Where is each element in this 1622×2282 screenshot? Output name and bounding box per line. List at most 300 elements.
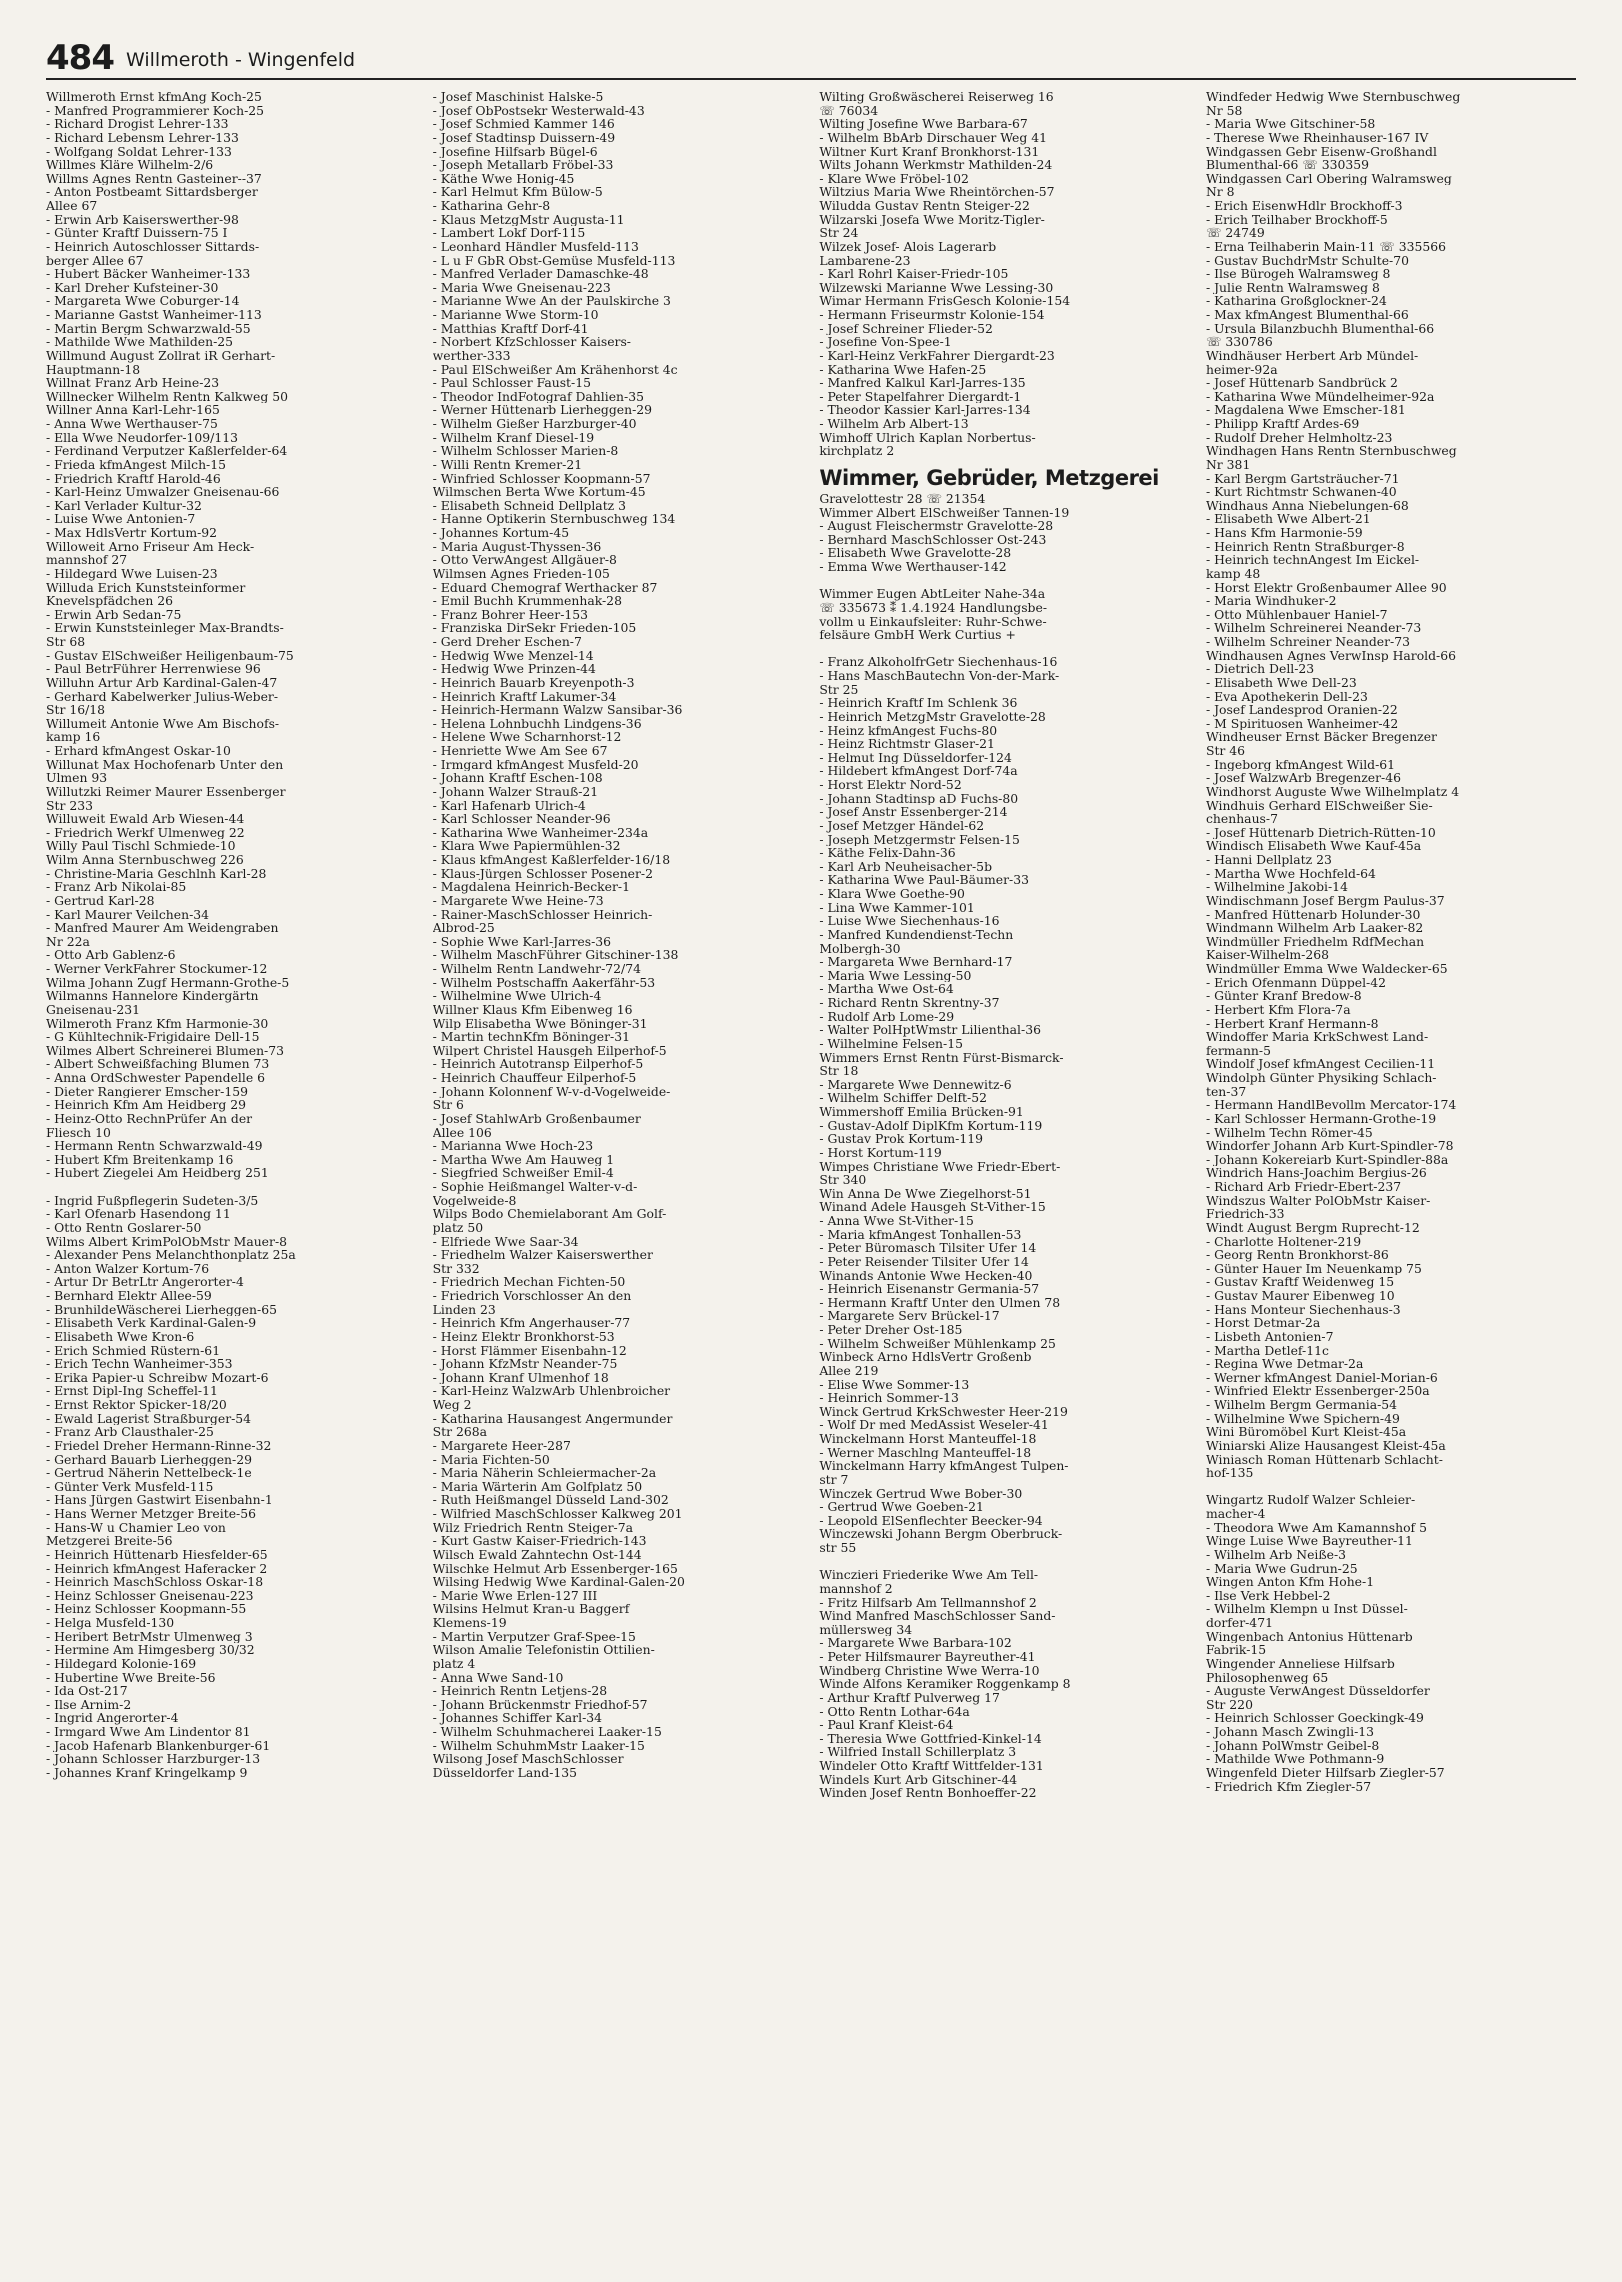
- directory-entry-line: - Eduard Chemograf Werthacker 87: [432, 580, 658, 595]
- directory-entry-line: Willner Klaus Kfm Eibenweg 16: [432, 1002, 633, 1017]
- directory-entry-line: - Horst Detmar-2a: [1205, 1316, 1321, 1330]
- directory-entry-line: - Peter Büromasch Tilsiter Ufer 14: [819, 1241, 1037, 1255]
- directory-entry-line: Willunat Max Hochofenarb Unter den: [46, 757, 284, 772]
- directory-entry-line: - Ruth Heißmangel Düsseld Land-302: [432, 1493, 669, 1507]
- directory-entry-line: - Marie Wwe Erlen-127 III: [432, 1588, 598, 1603]
- directory-entry-line: - Klaus-Jürgen Schlosser Posener-2: [432, 866, 654, 881]
- directory-entry-line: - Johannes Kortum-45: [432, 526, 570, 540]
- directory-entry-line: - Heinrich MaschSchloss Oskar-18: [46, 1575, 264, 1589]
- directory-entry-line: Windberg Christine Wwe Werra-10: [819, 1663, 1040, 1678]
- directory-entry-line: - Hermann Kraftf Unter den Ulmen 78: [819, 1295, 1061, 1310]
- directory-entry-line: Winands Antonie Wwe Hecken-40: [819, 1268, 1033, 1283]
- directory-entry-line: - Magdalena Heinrich-Becker-1: [432, 880, 630, 894]
- directory-entry-line: platz 50: [432, 1220, 484, 1235]
- directory-entry-line: Winckelmann Harry kfmAngest Tulpen-: [819, 1459, 1069, 1473]
- directory-entry-line: Windszus Walter PolObMstr Kaiser-: [1205, 1193, 1431, 1208]
- directory-entry-line: - Elisabeth Wwe Kron-6: [46, 1329, 195, 1344]
- directory-entry-line: - Theodor Kassier Karl-Jarres-134: [819, 403, 1031, 417]
- directory-entry-line: - Hans MaschBautechn Von-der-Mark-: [819, 669, 1060, 683]
- directory-entry-line: - Erich Teilhaber Brockhoff-5: [1205, 212, 1388, 227]
- directory-entry-line: - Bernhard MaschSchlosser Ost-243: [819, 532, 1047, 547]
- directory-entry-line: Windheuser Ernst Bäcker Bregenzer: [1205, 730, 1437, 744]
- directory-entry-line: - Peter Reisender Tilsiter Ufer 14: [819, 1254, 1029, 1269]
- directory-entry-line: - Manfred Programmierer Koch-25: [46, 103, 265, 118]
- directory-entry-line: - Anton Postbeamt Sittardsberger: [46, 185, 258, 199]
- directory-entry-line: - Hans Jürgen Gastwirt Eisenbahn-1: [46, 1493, 273, 1507]
- directory-entry-line: - Elfriede Wwe Saar-34: [432, 1234, 579, 1249]
- directory-entry-line: - Julie Rentn Walramsweg 8: [1205, 280, 1380, 295]
- directory-entry-line: Wilting Großwäscherei Reiserweg 16: [819, 90, 1054, 104]
- directory-entry-line: - Katharina Großglockner-24: [1205, 294, 1387, 308]
- directory-entry-line: - Mathilde Wwe Pothmann-9: [1205, 1752, 1385, 1766]
- directory-entry-line: dorfer-471: [1205, 1616, 1273, 1630]
- directory-entry-line: Knevelspfädchen 26: [46, 594, 173, 608]
- directory-entry-line: - Gertrud Wwe Goeben-21: [819, 1500, 984, 1514]
- directory-entry-line: - Heinz-Otto RechnPrüfer An der: [46, 1111, 253, 1126]
- directory-entry-line: - Maria kfmAngest Tonhallen-53: [819, 1227, 1022, 1242]
- directory-entry-line: - Maria Wwe Gudrun-25: [1205, 1561, 1358, 1576]
- directory-entry-line: - Wilhelm Schreinerei Neander-73: [1205, 621, 1422, 635]
- directory-entry-line: - Ilse Verk Hebbel-2: [1205, 1588, 1331, 1603]
- directory-entry-line: - Wilfried MaschSchlosser Kalkweg 201: [432, 1507, 683, 1521]
- directory-entry-line: - Karl-Heinz Umwalzer Gneisenau-66: [46, 485, 280, 499]
- directory-entry-line: - Helena Lohnbuchh Lindgens-36: [432, 716, 642, 731]
- directory-entry-line: macher-4: [1205, 1507, 1266, 1521]
- directory-entry-line: - Heinrich Kraftf Im Schlenk 36: [819, 696, 1018, 710]
- directory-entry-line: - Friedrich Werkf Ulmenweg 22: [46, 825, 245, 840]
- directory-entry-line: - Katharina Wwe Mündelheimer-92a: [1205, 389, 1435, 404]
- directory-entry-line: - Wilhelm Rentn Landwehr-72/74: [432, 962, 641, 976]
- directory-entry-line: - Ida Ost-217: [46, 1684, 128, 1698]
- directory-entry-line: - Dietrich Dell-23: [1205, 662, 1315, 676]
- directory-entry-line: ten-37: [1205, 1084, 1247, 1099]
- directory-entry-line: - Heinrich Eisenanstr Germania-57: [819, 1282, 1040, 1296]
- directory-entry-line: Wilzek Josef- Alois Lagerarb: [819, 239, 997, 254]
- directory-entry-line: - Hermine Am Himgesberg 30/32: [46, 1643, 255, 1657]
- page-header: [46, 34, 1576, 80]
- directory-entry-line: Windhaus Anna Niebelungen-68: [1205, 498, 1409, 513]
- directory-entry-line: Ulmen 93: [46, 771, 108, 785]
- directory-entry-line: - Werner kfmAngest Daniel-Morian-6: [1205, 1370, 1438, 1385]
- directory-entry-line: - Franz Arb Clausthaler-25: [46, 1425, 214, 1439]
- directory-entry-line: - Margarete Wwe Dennewitz-6: [819, 1077, 1012, 1092]
- directory-entry-line: - Otto Arb Gablenz-6: [46, 948, 176, 962]
- directory-entry-line: Willuhn Artur Arb Kardinal-Galen-47: [46, 675, 278, 690]
- directory-entry-line: - Anna Wwe Werthauser-75: [46, 417, 218, 431]
- directory-entry-line: - Johann Brückenmstr Friedhof-57: [432, 1697, 648, 1712]
- directory-entry-line: - Käthe Felix-Dahn-36: [819, 846, 956, 860]
- directory-entry-line: - Margarete Serv Brückel-17: [819, 1309, 1000, 1323]
- directory-entry-line: - Günter Kraftf Duissern-75 I: [46, 226, 228, 240]
- directory-entry-line: - Ella Wwe Neudorfer-109/113: [46, 430, 239, 445]
- directory-entry-line: vollm u Einkaufsleiter: Ruhr-Schwe-: [819, 614, 1047, 629]
- directory-entry-line: - Karl Dreher Kufsteiner-30: [46, 280, 219, 295]
- directory-entry-line: - Maria Wwe Gneisenau-223: [432, 280, 611, 295]
- directory-entry-line: - Karl-Heinz VerkFahrer Diergardt-23: [819, 348, 1055, 363]
- directory-entry-line: Wilmanns Hannelore Kindergärtn: [46, 989, 259, 1003]
- directory-entry-line: - Siegfried Schweißer Emil-4: [432, 1166, 614, 1180]
- directory-entry-line: - Josef Hüttenarb Sandbrück 2: [1205, 376, 1398, 390]
- directory-entry-line: - Wilhelm Techn Römer-45: [1205, 1125, 1373, 1140]
- directory-entry-line: - Wilhelm Schiffer Delft-52: [819, 1091, 987, 1105]
- directory-entry-line: Windmüller Friedhelm RdfMechan: [1205, 934, 1425, 949]
- directory-entry-line: - Hans Werner Metzger Breite-56: [46, 1507, 256, 1521]
- directory-entry-line: - Erna Teilhaberin Main-11 ☏ 335566: [1205, 239, 1447, 254]
- directory-entry-line: - Johann Kokereiarb Kurt-Spindler-88a: [1205, 1152, 1449, 1167]
- directory-entry-line: Allee 106: [432, 1125, 492, 1140]
- directory-entry-line: - Anton Walzer Kortum-76: [46, 1261, 210, 1276]
- directory-entry-line: - Georg Rentn Bronkhorst-86: [1205, 1248, 1389, 1262]
- directory-entry-line: - Friedhelm Walzer Kaiserswerther: [432, 1248, 653, 1262]
- directory-entry-line: Allee 67: [46, 199, 98, 213]
- directory-entry-line: - Josef Stadtinsp Duissern-49: [432, 130, 616, 145]
- directory-entry-line: - Katharina Gehr-8: [432, 199, 551, 213]
- directory-entry-line: [46, 1180, 416, 1194]
- directory-entry-line: - Christine-Maria Geschlnh Karl-28: [46, 866, 267, 881]
- directory-entry-line: - Arthur Kraftf Pulverweg 17: [819, 1690, 1000, 1705]
- directory-entry-line: - Heinrich Rentn Straßburger-8: [1205, 539, 1405, 554]
- directory-entry-line: - Josef Landesprod Oranien-22: [1205, 703, 1398, 717]
- directory-entry-line: Windrich Hans-Joachim Bergius-26: [1205, 1166, 1427, 1180]
- directory-entry-line: - Ferdinand Verputzer Kaßlerfelder-64: [46, 444, 288, 458]
- directory-entry-line: - Jacob Hafenarb Blankenburger-61: [46, 1738, 271, 1753]
- directory-entry-line: - Winfried Elektr Essenberger-250a: [1205, 1384, 1430, 1398]
- directory-entry-line: - Heinrich Kraftf Lakumer-34: [432, 689, 617, 704]
- column-4: [1206, 90, 1576, 2270]
- directory-entry-line: Gravelottestr 28 ☏ 21354: [819, 491, 986, 506]
- directory-entry-line: - Erhard kfmAngest Oskar-10: [46, 744, 231, 758]
- directory-entry-line: Willms Agnes Rentn Gasteiner--37: [46, 171, 262, 186]
- directory-entry-line: Molbergh-30: [819, 941, 901, 956]
- directory-entry-line: - Herbert Kranf Hermann-8: [1205, 1016, 1379, 1031]
- directory-entry-line: - Wilhelm Klempn u Inst Düssel-: [1205, 1602, 1408, 1616]
- directory-entry-line: - Hans Monteur Siechenhaus-3: [1205, 1302, 1401, 1317]
- directory-entry-line: Wingartz Rudolf Walzer Schleier-: [1205, 1493, 1416, 1507]
- directory-entry-line: - Lina Wwe Kammer-101: [819, 900, 975, 915]
- directory-entry-line: - Dieter Rangierer Emscher-159: [46, 1084, 249, 1099]
- directory-entry-line: fermann-5: [1205, 1043, 1271, 1058]
- directory-entry-line: mannshof 2: [819, 1581, 893, 1596]
- directory-entry-line: Wingender Anneliese Hilfsarb: [1205, 1656, 1395, 1671]
- directory-entry-line: - Horst Kortum-119: [819, 1145, 942, 1160]
- directory-entry-line: - Hanne Optikerin Sternbuschweg 134: [432, 512, 676, 526]
- directory-entry-line: müllersweg 34: [819, 1622, 913, 1637]
- directory-entry-line: - Heinrich MetzgMstr Gravelotte-28: [819, 709, 1046, 724]
- directory-entry-line: - Auguste VerwAngest Düsseldorfer: [1205, 1684, 1430, 1698]
- directory-entry-line: - Johann Stadtinsp aD Fuchs-80: [819, 791, 1019, 806]
- directory-entry-line: - Sophie Wwe Karl-Jarres-36: [432, 934, 612, 949]
- directory-entry-line: Winiarski Alize Hausangest Kleist-45a: [1205, 1438, 1446, 1453]
- directory-entry-line: - Winfried Schlosser Koopmann-57: [432, 471, 651, 486]
- directory-entry-line: - Karl Schlosser Hermann-Grothe-19: [1205, 1111, 1437, 1126]
- directory-entry-line: Willumeit Antonie Wwe Am Bischofs-: [46, 716, 280, 731]
- directory-entry-line: Wimmers Ernst Rentn Fürst-Bismarck-: [819, 1050, 1064, 1065]
- directory-entry-line: Wilzewski Marianne Wwe Lessing-30: [819, 280, 1054, 295]
- directory-entry-line: - Gertrud Näherin Nettelbeck-1e: [46, 1466, 252, 1480]
- directory-entry-line: - Marianna Wwe Hoch-23: [432, 1139, 594, 1153]
- directory-entry-line: Düsseldorfer Land-135: [432, 1765, 578, 1780]
- directory-entry-line: - Josef Schreiner Flieder-52: [819, 321, 993, 336]
- directory-entry-line: - Wilhelmine Jakobi-14: [1205, 880, 1348, 894]
- directory-entry-line: - Wilfried Install Schillerplatz 3: [819, 1745, 1017, 1759]
- directory-entry-line: - Gertrud Karl-28: [46, 893, 155, 908]
- directory-entry-line: Windfeder Hedwig Wwe Sternbuschweg: [1205, 90, 1461, 104]
- directory-entry-line: Nr 381: [1205, 457, 1251, 472]
- directory-entry-line: Wimmer Albert ElSchweißer Tannen-19: [819, 505, 1070, 520]
- directory-entry-line: [819, 574, 1189, 588]
- directory-entry-line: - Leonhard Händler Musfeld-113: [432, 239, 639, 254]
- directory-entry-line: - Margarete Wwe Heine-73: [432, 893, 604, 908]
- directory-entry-line: - Maria Wwe Gitschiner-58: [1205, 117, 1376, 131]
- directory-entry-line: Klemens-19: [432, 1616, 507, 1630]
- directory-entry-line: - Heribert BetrMstr Ulmenweg 3: [46, 1629, 253, 1644]
- directory-entry-line: - Erich Ofenmann Düppel-42: [1205, 975, 1387, 990]
- directory-entry-line: Willoweit Arno Friseur Am Heck-: [46, 539, 255, 554]
- directory-entry-line: - Klaus MetzgMstr Augusta-11: [432, 212, 625, 227]
- directory-entry-line: Vogelweide-8: [432, 1193, 517, 1208]
- directory-entry-line: ☏ 76034: [819, 103, 879, 118]
- directory-entry-line: chenhaus-7: [1205, 812, 1278, 826]
- directory-entry-line: Blumenthal-66 ☏ 330359: [1205, 158, 1370, 172]
- directory-entry-line: - Emma Wwe Werthauser-142: [819, 560, 1007, 574]
- directory-entry-line: - Wolf Dr med MedAssist Weseler-41: [819, 1418, 1049, 1432]
- directory-entry-line: platz 4: [432, 1656, 476, 1671]
- directory-entry-line: - Wolfgang Soldat Lehrer-133: [46, 144, 232, 159]
- directory-entry-line: - Regina Wwe Detmar-2a: [1205, 1357, 1364, 1371]
- directory-entry-line: Str 220: [1205, 1697, 1253, 1712]
- directory-entry-line: Windhorst Auguste Wwe Wilhelmplatz 4: [1205, 784, 1460, 799]
- column-3: [819, 90, 1189, 2270]
- directory-entry-line: - Werner VerkFahrer Stockumer-12: [46, 962, 268, 976]
- directory-entry-line: - Günter Verk Musfeld-115: [46, 1479, 214, 1494]
- directory-entry-line: - Irmgard kfmAngest Musfeld-20: [432, 757, 639, 772]
- directory-entry-line: - Manfred Kundendienst-Techn: [819, 927, 1014, 942]
- directory-entry-line: - Luise Wwe Antonien-7: [46, 512, 196, 526]
- directory-entry-line: - Otto Rentn Lothar-64a: [819, 1704, 970, 1719]
- directory-entry-line: Windisch Elisabeth Wwe Kauf-45a: [1205, 839, 1422, 853]
- directory-entry-line: Hauptmann-18: [46, 362, 141, 377]
- directory-entry-line: - Maria Fichten-50: [432, 1452, 550, 1467]
- directory-entry-line: - Wilhelm BbArb Dirschauer Weg 41: [819, 130, 1047, 145]
- directory-entry-line: - Hedwig Wwe Prinzen-44: [432, 662, 596, 676]
- directory-entry-line: - Johannes Kranf Kringelkamp 9: [46, 1765, 248, 1780]
- directory-entry-line: Willmund August Zollrat iR Gerhart-: [46, 348, 276, 363]
- directory-entry-line: - Karl Arb Neuheisacher-5b: [819, 859, 993, 874]
- directory-entry-line: - Ingrid Angerorter-4: [46, 1711, 179, 1725]
- directory-entry-line: heimer-92a: [1205, 362, 1278, 377]
- directory-entry-line: Windhagen Hans Rentn Sternbuschweg: [1205, 444, 1457, 458]
- directory-entry-line: - Gustav-Adolf DiplKfm Kortum-119: [819, 1118, 1043, 1133]
- directory-entry-line: - Josef ObPostsekr Westerwald-43: [432, 103, 645, 118]
- directory-entry-line: - Klaus kfmAngest Kaßlerfelder-16/18: [432, 853, 671, 867]
- directory-entry-line: Wilz Friedrich Rentn Steiger-7a: [432, 1520, 634, 1535]
- directory-entry-line: - Klara Wwe Papiermühlen-32: [432, 839, 621, 853]
- directory-entry-line: - Luise Wwe Siechenhaus-16: [819, 914, 1000, 928]
- directory-entry-line: - Elisabeth Wwe Gravelotte-28: [819, 546, 1012, 560]
- directory-entry-line: - Anna Wwe St-Vither-15: [819, 1214, 974, 1228]
- directory-entry-line: - Manfred Kalkul Karl-Jarres-135: [819, 376, 1026, 390]
- directory-entry-line: Willmes Kläre Wilhelm-2/6: [46, 158, 214, 172]
- directory-entry-line: Wiludda Gustav Rentn Steiger-22: [819, 199, 1030, 213]
- directory-entry-line: Willutzki Reimer Maurer Essenberger: [46, 784, 286, 799]
- directory-entry-line: - Joseph Metzgermstr Felsen-15: [819, 832, 1020, 847]
- directory-entry-line: - Johann PolWmstr Geibel-8: [1205, 1738, 1380, 1753]
- directory-entry-line: - Heinrich Autoschlosser Sittards-: [46, 239, 260, 254]
- directory-entry-line: - Theodora Wwe Am Kamannshof 5: [1205, 1520, 1427, 1535]
- directory-entry-line: - Maria Wärterin Am Golfplatz 50: [432, 1479, 643, 1494]
- directory-entry-line: - Wilhelmine Wwe Spichern-49: [1205, 1411, 1400, 1426]
- directory-entry-line: Winbeck Arno HdlsVertr Großenb: [819, 1350, 1032, 1364]
- directory-entry-line: - Klara Wwe Goethe-90: [819, 887, 965, 901]
- directory-entry-line: Fabrik-15: [1205, 1643, 1267, 1657]
- directory-entry-line: - Magdalena Wwe Emscher-181: [1205, 403, 1406, 417]
- directory-entry-line: - Richard Rentn Skrentny-37: [819, 996, 1000, 1010]
- directory-entry-line: - Wilhelm Kranf Diesel-19: [432, 430, 595, 445]
- directory-entry-line: Wilpert Christel Hausgeh Eilperhof-5: [432, 1043, 667, 1058]
- directory-entry-line: - Josefine Von-Spee-1: [819, 335, 952, 349]
- directory-entry-line: Wilm Anna Sternbuschweg 226: [46, 853, 244, 867]
- directory-entry-line: - Martin Verputzer Graf-Spee-15: [432, 1629, 636, 1644]
- directory-entry-line: - BrunhildeWäscherei Lierheggen-65: [46, 1302, 277, 1317]
- directory-entry-line: - Ursula Bilanzbuchh Blumenthal-66: [1205, 321, 1435, 336]
- directory-entry-line: - Willi Rentn Kremer-21: [432, 457, 583, 472]
- directory-columns: [46, 90, 1576, 2270]
- directory-entry-line: Wilsins Helmut Kran-u Baggerf: [432, 1602, 630, 1616]
- directory-entry-line: - Friedrich Mechan Fichten-50: [432, 1275, 626, 1289]
- directory-entry-line: - Frieda kfmAngest Milch-15: [46, 457, 226, 472]
- directory-entry-line: ☏ 330786: [1205, 335, 1273, 349]
- directory-entry-line: Str 18: [819, 1064, 859, 1078]
- directory-entry-line: Wilmeroth Franz Kfm Harmonie-30: [46, 1016, 269, 1031]
- directory-entry-line: Wilp Elisabetha Wwe Böninger-31: [432, 1016, 648, 1031]
- directory-entry-line: - Theodor IndFotograf Dahlien-35: [432, 389, 644, 404]
- directory-entry-line: - Peter Dreher Ost-185: [819, 1323, 963, 1337]
- directory-entry-line: - L u F GbR Obst-Gemüse Musfeld-113: [432, 253, 676, 268]
- directory-entry-line: Wilma Johann Zugf Hermann-Grothe-5: [46, 975, 290, 990]
- directory-entry-line: Wilson Amalie Telefonistin Ottilien-: [432, 1643, 655, 1657]
- directory-entry-line: Windt August Bergm Ruprecht-12: [1205, 1220, 1420, 1235]
- directory-entry-line: - Wilhelm MaschFührer Gitschiner-138: [432, 948, 679, 962]
- directory-entry-line: - Wilhelm Bergm Germania-54: [1205, 1398, 1398, 1412]
- directory-entry-line: - Karl Helmut Kfm Bülow-5: [432, 185, 603, 199]
- directory-entry-line: - Johann Masch Zwingli-13: [1205, 1725, 1375, 1739]
- directory-entry-line: - Hans Kfm Harmonie-59: [1205, 526, 1363, 540]
- directory-entry-line: - Katharina Wwe Wanheimer-234a: [432, 825, 649, 840]
- directory-entry-line: - Paul Kranf Kleist-64: [819, 1718, 954, 1732]
- directory-entry-line: kirchplatz 2: [819, 444, 895, 458]
- directory-entry-line: Winczewski Johann Bergm Oberbruck-: [819, 1527, 1063, 1541]
- directory-entry-line: - Heinz Schlosser Gneisenau-223: [46, 1588, 254, 1603]
- directory-entry-line: - Richard Drogist Lehrer-133: [46, 117, 229, 131]
- directory-entry-line: - Franz AlkoholfrGetr Siechenhaus-16: [819, 655, 1058, 669]
- directory-entry-line: Willnecker Wilhelm Rentn Kalkweg 50: [46, 389, 288, 404]
- directory-entry-line: - Heinz Elektr Bronkhorst-53: [432, 1329, 615, 1344]
- directory-entry-line: werther-333: [432, 348, 511, 363]
- directory-entry-line: - Helene Wwe Scharnhorst-12: [432, 730, 622, 744]
- directory-entry-line: - Karl Rohrl Kaiser-Friedr-105: [819, 267, 1009, 281]
- directory-entry-line: - Therese Wwe Rheinhauser-167 IV: [1205, 130, 1429, 145]
- directory-entry-line: - Martha Wwe Am Hauweg 1: [432, 1152, 615, 1167]
- directory-entry-line: - Elisabeth Wwe Albert-21: [1205, 512, 1371, 526]
- directory-entry-line: mannshof 27: [46, 553, 128, 567]
- directory-entry-line: Allee 219: [819, 1363, 879, 1378]
- directory-entry-line: - Kurt Gastw Kaiser-Friedrich-143: [432, 1534, 647, 1548]
- directory-entry-line: Winge Luise Wwe Bayreuther-11: [1205, 1534, 1413, 1548]
- directory-entry-line: - Marianne Gastst Wanheimer-113: [46, 308, 262, 322]
- directory-entry-line: - Henriette Wwe Am See 67: [432, 744, 608, 758]
- directory-entry-line: - Heinrich Kfm Am Heidberg 29: [46, 1098, 246, 1112]
- directory-entry-line: - Maria Windhuker-2: [1205, 594, 1337, 608]
- directory-entry-line: Nr 58: [1205, 103, 1243, 118]
- directory-entry-line: - Erich Techn Wanheimer-353: [46, 1357, 233, 1371]
- directory-entry-line: - Hanni Dellplatz 23: [1205, 853, 1332, 867]
- directory-entry-line: - Martha Wwe Hochfeld-64: [1205, 866, 1376, 881]
- directory-entry-line: - Wilhelm Schweißer Mühlenkamp 25: [819, 1336, 1056, 1351]
- directory-entry-line: - Manfred Hüttenarb Holunder-30: [1205, 907, 1421, 922]
- directory-entry-line: Wilsch Ewald Zahntechn Ost-144: [432, 1547, 642, 1562]
- directory-entry-line: Winiasch Roman Hüttenarb Schlacht-: [1205, 1452, 1443, 1467]
- directory-entry-line: Wilps Bodo Chemielaborant Am Golf-: [432, 1207, 667, 1221]
- directory-entry-line: Windhuis Gerhard ElSchweißer Sie-: [1205, 798, 1433, 813]
- directory-entry-line: Willmeroth Ernst kfmAng Koch-25: [46, 90, 262, 104]
- directory-entry-line: Windolph Günter Physiking Schlach-: [1205, 1071, 1437, 1085]
- directory-entry-line: - Karl Hafenarb Ulrich-4: [432, 798, 586, 813]
- directory-entry-line: - Martin Bergm Schwarzwald-55: [46, 321, 251, 336]
- directory-entry-line: - Heinrich Autotransp Eilperhof-5: [432, 1057, 644, 1071]
- directory-entry-line: - Heinrich Bauarb Kreyenpoth-3: [432, 675, 635, 690]
- directory-entry-line: - Hedwig Wwe Menzel-14: [432, 648, 594, 663]
- directory-entry-line: - Friedrich Vorschlosser An den: [432, 1289, 632, 1303]
- directory-entry-line: - Gustav Kraftf Weidenweg 15: [1205, 1275, 1395, 1289]
- directory-entry-line: - Ilse Arnim-2: [46, 1697, 132, 1712]
- directory-entry-line: - Anna Wwe Sand-10: [432, 1670, 564, 1685]
- directory-entry-line: - Margarete Wwe Barbara-102: [819, 1636, 1012, 1650]
- directory-entry-line: Willy Paul Tischl Schmiede-10: [46, 839, 236, 853]
- directory-entry-line: - Josef StahlwArb Großenbaumer: [432, 1111, 641, 1126]
- directory-entry-line: - Erwin Arb Kaiserswerther-98: [46, 212, 239, 227]
- directory-entry-line: Wimmer, Gebrüder, Metzgerei: [819, 465, 1159, 490]
- directory-entry-line: - Johann KfzMstr Neander-75: [432, 1357, 618, 1371]
- directory-entry-line: - Martha Wwe Ost-64: [819, 982, 954, 996]
- directory-entry-line: - Elisabeth Wwe Dell-23: [1205, 675, 1357, 690]
- directory-entry-line: Gneisenau-231: [46, 1002, 141, 1017]
- directory-entry-line: Kaiser-Wilhelm-268: [1205, 948, 1330, 962]
- directory-entry-line: - Ingeborg kfmAngest Wild-61: [1205, 757, 1396, 772]
- directory-entry-line: - Otto Mühlenbauer Haniel-7: [1205, 607, 1388, 622]
- column-1: [46, 90, 416, 2270]
- directory-entry-line: - Kurt Richtmstr Schwanen-40: [1205, 485, 1397, 499]
- directory-entry-line: - Wilhelm Schuhmacherei Laaker-15: [432, 1725, 662, 1739]
- directory-entry-line: Windhäuser Herbert Arb Mündel-: [1205, 348, 1419, 363]
- directory-entry-line: - Lisbeth Antonien-7: [1205, 1329, 1334, 1344]
- directory-entry-line: - Ewald Lagerist Straßburger-54: [46, 1411, 252, 1426]
- directory-entry-line: Win Anna De Wwe Ziegelhorst-51: [819, 1186, 1032, 1201]
- directory-entry-line: - Max HdlsVertr Kortum-92: [46, 526, 218, 540]
- directory-entry-line: - Artur Dr BetrLtr Angerorter-4: [46, 1275, 244, 1289]
- directory-entry-line: Str 25: [819, 682, 859, 697]
- directory-entry-line: - Günter Kranf Bredow-8: [1205, 989, 1362, 1003]
- directory-entry-line: - Karl Bergm Gartsträucher-71: [1205, 471, 1400, 486]
- directory-entry-line: Wilsing Hedwig Wwe Kardinal-Galen-20: [432, 1575, 685, 1589]
- directory-entry-line: - Gerhard Bauarb Lierheggen-29: [46, 1452, 252, 1467]
- directory-entry-line: - Katharina Wwe Hafen-25: [819, 362, 987, 377]
- directory-entry-line: - Johann Kranf Ulmenhof 18: [432, 1370, 609, 1385]
- directory-entry-line: Willner Anna Karl-Lehr-165: [46, 403, 220, 417]
- directory-entry-line: - Heinrich Rentn Letjens-28: [432, 1684, 608, 1698]
- directory-entry-line: - Horst Elektr Großenbaumer Allee 90: [1205, 580, 1447, 595]
- directory-entry-line: Str 233: [46, 798, 93, 813]
- directory-entry-line: Fliesch 10: [46, 1125, 111, 1140]
